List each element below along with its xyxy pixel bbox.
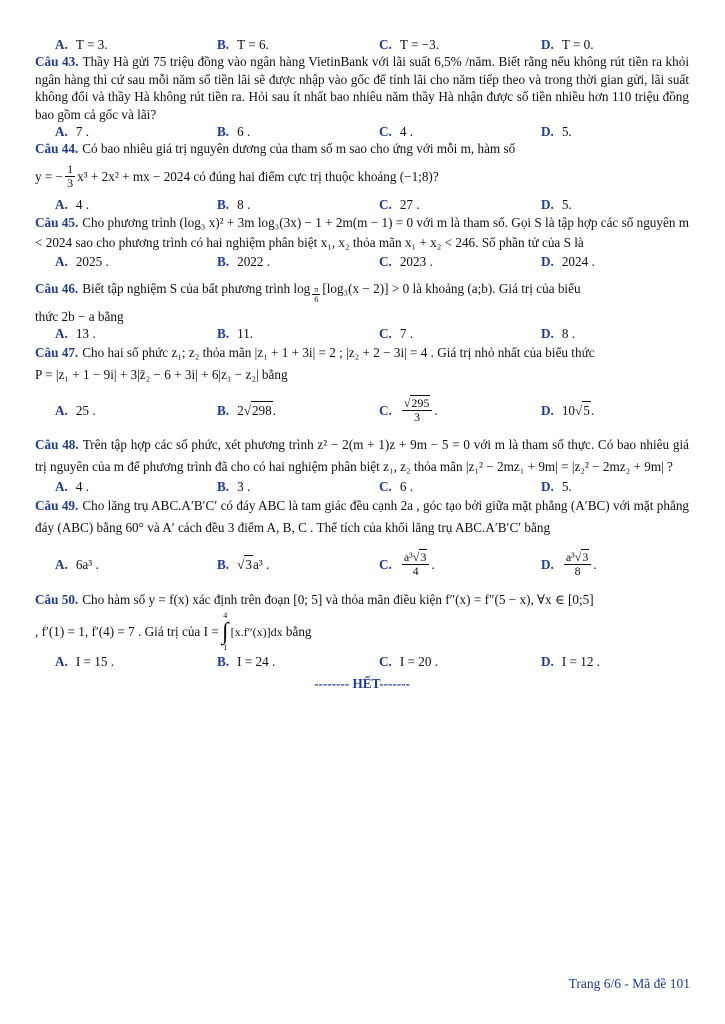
fraction: $\frac{√295}{3}$ bbox=[402, 397, 433, 424]
question-number: Câu 43. bbox=[35, 54, 79, 69]
question-text: Cho phương trình (log₃ x)² + 3m log₃(3x) − 1 + 2m(m − 1) = 0 với m là tham số. Gọi S là tập hợp các số nguyên m < 2024 sao cho phương trình có hai nghiệm phân biệt x₁, x₂ thỏa mãn x₁ + x₂ < 246. Số phần tử của S là bbox=[35, 214, 690, 250]
page-footer: Trang 6/6 - Mã đề 101 bbox=[568, 976, 690, 991]
question-47-expr: P = |z₁ + 1 − 9i| + 3|z̄₂ − 6 + 3i| + 6|z₁ − z₂| bằng bbox=[35, 367, 288, 382]
question-number: Câu 49. bbox=[35, 498, 79, 513]
option-d: D. 5. bbox=[541, 124, 572, 139]
question-43 bbox=[35, 53, 689, 123]
question-text: Thầy Hà gửi 75 triệu đồng vào ngân hàng VietinBank với lãi suất 6,5% /năm. Biết rằng nếu không rút tiền ra khỏi ngân hàng thì cứ sau mỗi năm số tiền lãi sẽ được nhập vào gốc để tính lãi cho năm tiếp theo và trong thời gian gửi, lãi suất không đổi và thầy Hà không rút tiền ra. Hỏi sau ít nhất bao nhiêu năm thầy Hà nhận được số tiền nhiều hơn 110 triệu đồng bao gồm cả gốc và lãi? bbox=[35, 54, 690, 122]
option-d: D. 5. bbox=[541, 196, 572, 212]
question-46: Câu 46. Biết tập nghiệm S của bất phương trình log $\frac{\pi}{6}$ [log₃(x − 2)] > 0 là khoảng (a;b). Giá trị của biểu bbox=[35, 280, 581, 304]
fraction: $\frac{\text{a³√3}}{8}$ bbox=[564, 551, 592, 578]
option-d: D. I = 12 . bbox=[541, 654, 601, 669]
prev-options bbox=[35, 36, 689, 53]
question-44-formula: y = − $\frac{1}{3}$ x³ + 2x² + mx − 2024 có đúng hai điểm cực trị thuộc khoảng (−1;8)? bbox=[35, 162, 439, 190]
option-c: C. 2023 . bbox=[379, 253, 433, 269]
option-b: B. 3 . bbox=[217, 479, 251, 494]
question-50 bbox=[35, 589, 689, 611]
fraction: $\frac{1}{3}$ bbox=[67, 162, 74, 190]
question-number: Câu 50. bbox=[35, 592, 79, 607]
options-46 bbox=[35, 325, 689, 342]
option-c: C. 7 . bbox=[379, 326, 414, 341]
option-a: A. T = 3. bbox=[55, 37, 108, 52]
question-45 bbox=[35, 213, 689, 253]
question-number: Câu 48. bbox=[35, 437, 79, 452]
options-48 bbox=[35, 478, 689, 495]
end-marker: -------- HẾT------- bbox=[314, 676, 410, 691]
log-base-fraction: $\frac{\pi}{6}$ bbox=[314, 285, 319, 304]
option-a: A. 4 . bbox=[55, 196, 90, 212]
question-46-cont: thức 2b − a bằng bbox=[35, 308, 124, 324]
options-47 bbox=[35, 386, 689, 434]
option-a: A. 6a³ . bbox=[55, 556, 99, 572]
option-a: A. 25 . bbox=[55, 402, 96, 418]
options-44 bbox=[35, 196, 689, 213]
option-b: B. I = 24 . bbox=[217, 654, 276, 669]
option-d: D. $\frac{\text{a³√3}}{8}$ . bbox=[541, 549, 597, 578]
options-50 bbox=[35, 653, 689, 670]
option-a: A. 4 . bbox=[55, 479, 90, 494]
option-b: B. 11. bbox=[217, 326, 254, 341]
question-number: Câu 44. bbox=[35, 141, 79, 156]
option-d: D. T = 0. bbox=[541, 37, 594, 52]
option-d: D. 10 √ 5 . bbox=[541, 402, 595, 418]
option-c: C. 4 . bbox=[379, 124, 414, 139]
option-d: D. 5. bbox=[541, 479, 572, 494]
option-d: D. 2024 . bbox=[541, 253, 595, 269]
option-b: B. 8 . bbox=[217, 196, 251, 212]
question-number: Câu 47. bbox=[35, 345, 79, 360]
exam-content bbox=[35, 36, 689, 692]
option-a: A. 2025 . bbox=[55, 253, 109, 269]
option-c: C. 6 . bbox=[379, 479, 414, 494]
integral: 4 ∫ 1 [x.f″(x)]dx bbox=[222, 611, 283, 652]
option-c: C. 27 . bbox=[379, 196, 420, 212]
question-48 bbox=[35, 434, 689, 478]
question-49 bbox=[35, 495, 689, 539]
option-b: B. √ 3 a³ . bbox=[217, 556, 270, 572]
option-c: C. I = 20 . bbox=[379, 654, 439, 669]
question-47 bbox=[35, 342, 689, 364]
question-number: Câu 46. bbox=[35, 280, 79, 296]
question-text: Cho lăng trụ ABC.A′B′C′ có đáy ABC là tam giác đều cạnh 2a , góc tạo bởi giữa mặt phẳng (A′BC) với mặt phẳng đáy (ABC) bằng 60° và A′ cách đều 3 điểm A, B, C . Thể tích của khối lăng trụ ABC.A′B′C′ bằng bbox=[35, 498, 690, 535]
question-number: Câu 45. bbox=[35, 214, 79, 230]
option-c: C. $\frac{√295}{3}$ . bbox=[379, 395, 438, 424]
question-text: Trên tập hợp các số phức, xét phương trình z² − 2(m + 1)z + 9m − 5 = 0 với m là tham số thực. Có bao nhiêu giá trị nguyên của m để phương trình đã cho có hai nghiệm phân biệt z₁, z₂ thỏa mãn |z₁² − 2mz₁ + 9m| = |z₂² − 2mz₂ + 9m| ? bbox=[35, 437, 689, 474]
fraction: $\frac{\text{a³√3}}{4}$ bbox=[402, 551, 430, 578]
option-b: B. T = 6. bbox=[217, 37, 269, 52]
option-a: A. I = 15 . bbox=[55, 654, 115, 669]
options-49 bbox=[35, 539, 689, 589]
question-text: Cho hai số phức z₁; z₂ thỏa mãn |z₁ + 1 + 3i| = 2 ; |z₂ + 2 − 3i| = 4 . Giá trị nhỏ nhất của biểu thức bbox=[82, 345, 595, 360]
options-45 bbox=[35, 253, 689, 270]
question-44 bbox=[35, 140, 689, 158]
question-50-integral: , f′(1) = 1, f′(4) = 7 . Giá trị của I = 4 ∫ 1 [x.f″(x)]dx bằng bbox=[35, 611, 312, 652]
options-43 bbox=[35, 123, 689, 140]
option-d: D. 8 . bbox=[541, 326, 576, 341]
option-b: B. 6 . bbox=[217, 124, 251, 139]
option-c: C. $\frac{\text{a³√3}}{4}$ . bbox=[379, 549, 435, 578]
question-text: Có bao nhiêu giá trị nguyên dương của tham số m sao cho ứng với mỗi m, hàm số bbox=[82, 141, 516, 156]
option-b: B. 2 √ 298 . bbox=[217, 402, 277, 418]
question-text: Cho hàm số y = f(x) xác định trên đoạn [0; 5] và thỏa mãn điều kiện f″(x) = f″(5 − x), ∀x ∈ [0;5] bbox=[82, 592, 594, 607]
option-c: C. T = −3. bbox=[379, 37, 440, 52]
option-b: B. 2022 . bbox=[217, 253, 271, 269]
option-a: A. 7 . bbox=[55, 124, 90, 139]
option-a: A. 13 . bbox=[55, 326, 96, 341]
